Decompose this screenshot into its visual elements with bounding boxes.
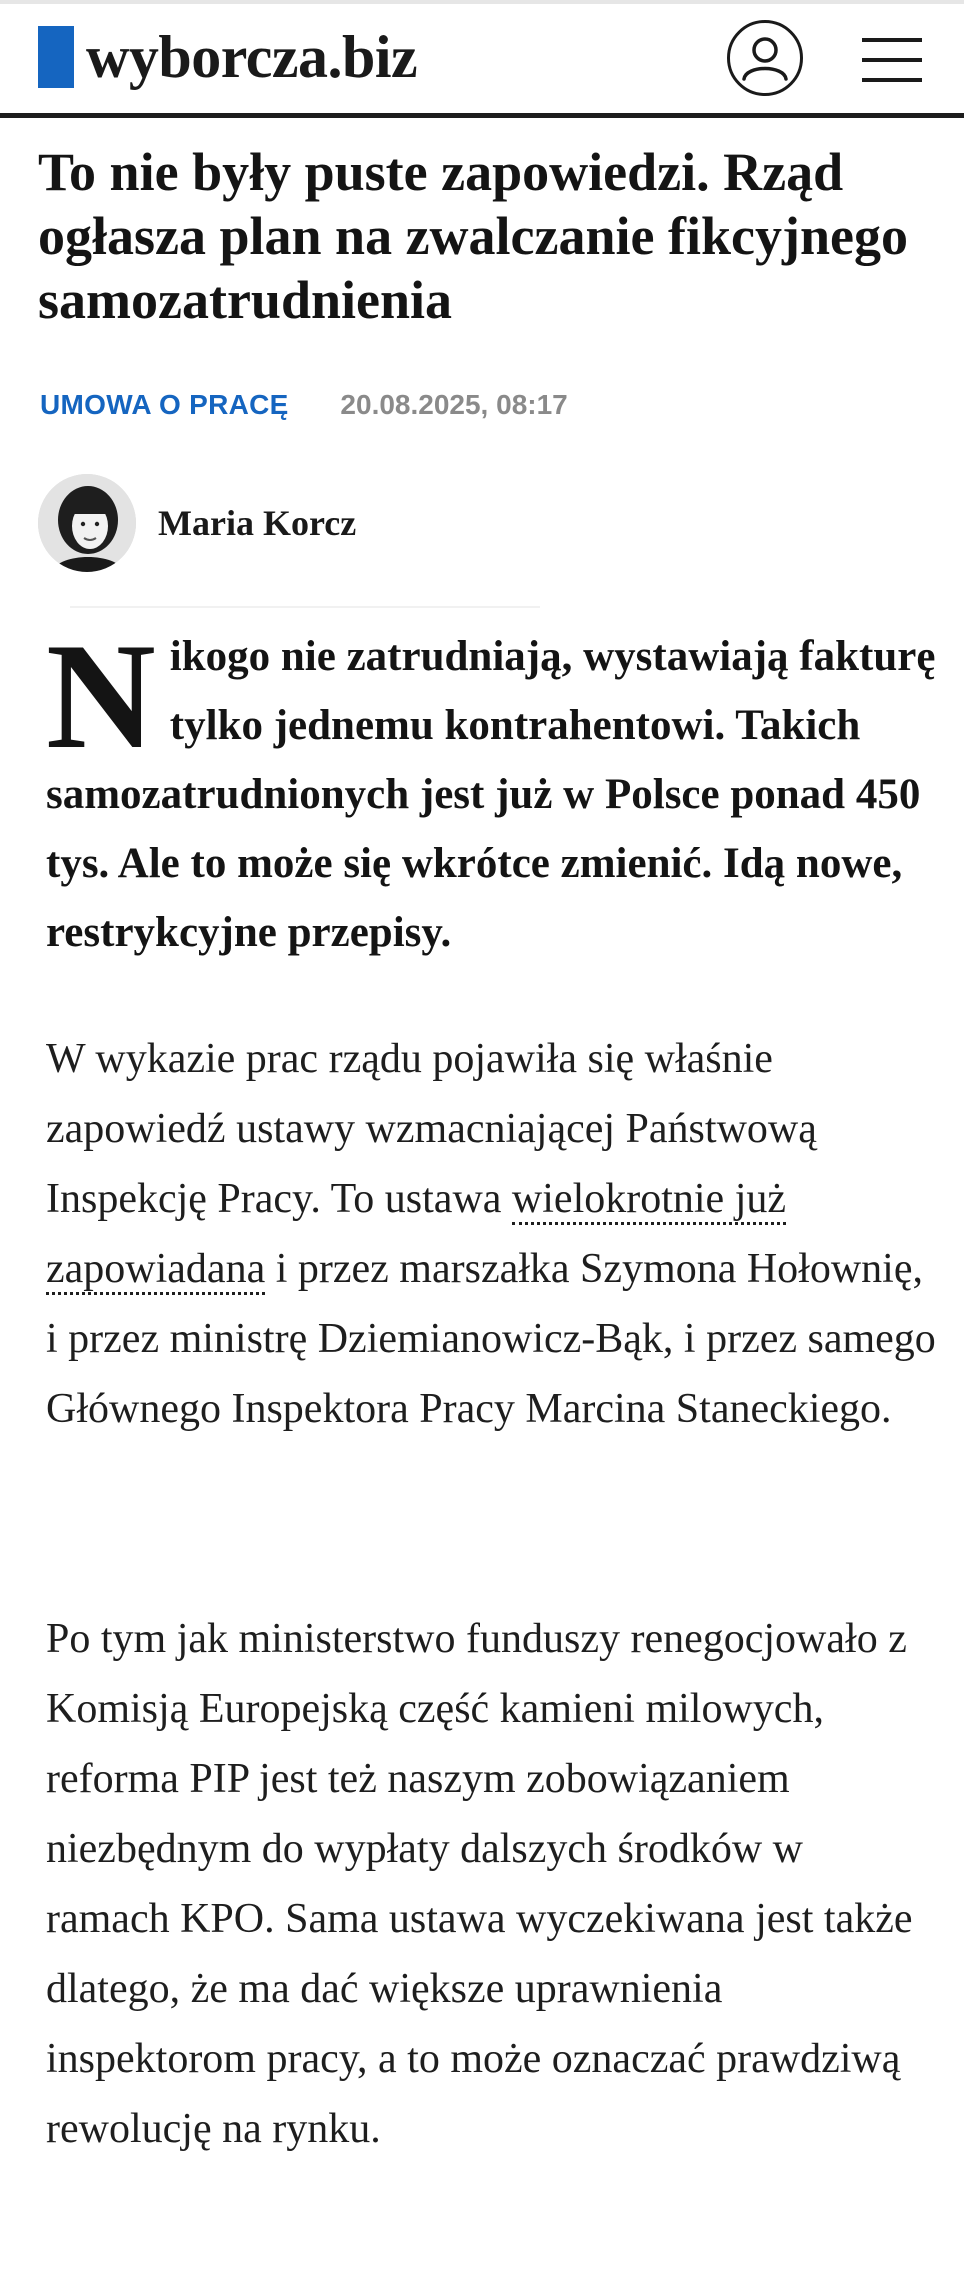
header-top-line <box>0 0 964 4</box>
site-header <box>0 0 964 118</box>
article-category-link[interactable]: UMOWA O PRACĘ <box>40 389 289 420</box>
article-title: To nie były puste zapowiedzi. Rząd ogłasza plan na zwalczanie fikcyjnego samozatrudnienia <box>38 142 908 330</box>
article-paragraph: Po tym jak ministerstwo funduszy renegocjowało z Komisją Europejską część kamieni milowych, reforma PIP jest też naszym zobowiązaniem niezbędnym do wypłaty dalszych środków w ramach KPO. Sama ustawa wyczekiwana jest także dlatego, że ma dać większe uprawnienia inspektorom pracy, a to może oznaczać prawdziwą rewolucję na rynku. <box>46 1616 913 2152</box>
author-byline <box>38 474 356 572</box>
author-photo-icon <box>38 474 136 572</box>
lead-dropcap: N <box>46 612 156 780</box>
user-icon <box>730 23 800 93</box>
lead-text: ikogo nie zatrudniają, wystawiają fakturę tylko jednemu kontrahentowi. Takich samozatrudnionych jest już w Polsce ponad 450 tys. Ale to może się wkrótce zmienić. Idą nowe, restrykcyjne przepisy. <box>46 633 936 956</box>
inline-article-link[interactable]: wielokrotnie już zapowiadana <box>46 1176 786 1295</box>
paragraph-text: i przez marszałka Szymona Hołownię, i przez ministrę Dziemianowicz-Bąk, i przez samego Głównego Inspektora Pracy Marcina Staneckiego. <box>46 1246 936 1432</box>
author-avatar[interactable] <box>38 474 136 572</box>
user-account-button[interactable] <box>727 20 803 96</box>
author-name-link[interactable]: Maria Korcz <box>158 503 357 543</box>
hamburger-menu-icon <box>862 78 922 82</box>
article-meta <box>40 388 568 422</box>
article-date: 20.08.2025, 08:17 <box>340 389 568 420</box>
hamburger-menu-icon <box>862 58 922 62</box>
byline-divider <box>70 606 540 608</box>
hamburger-menu-icon <box>862 38 922 42</box>
logo-blue-bar-icon <box>38 26 74 88</box>
logo-text: wyborcza.biz <box>86 24 418 90</box>
hamburger-menu-button[interactable] <box>862 36 926 84</box>
site-logo[interactable] <box>38 26 417 88</box>
article-lead <box>46 612 936 967</box>
paragraph-text: W wykazie prac rządu pojawiła się właśnie zapowiedź ustawy wzmacniającej Państwową Inspekcję Pracy. To ustawa <box>46 1036 817 1222</box>
article-paragraph <box>46 1024 936 1444</box>
